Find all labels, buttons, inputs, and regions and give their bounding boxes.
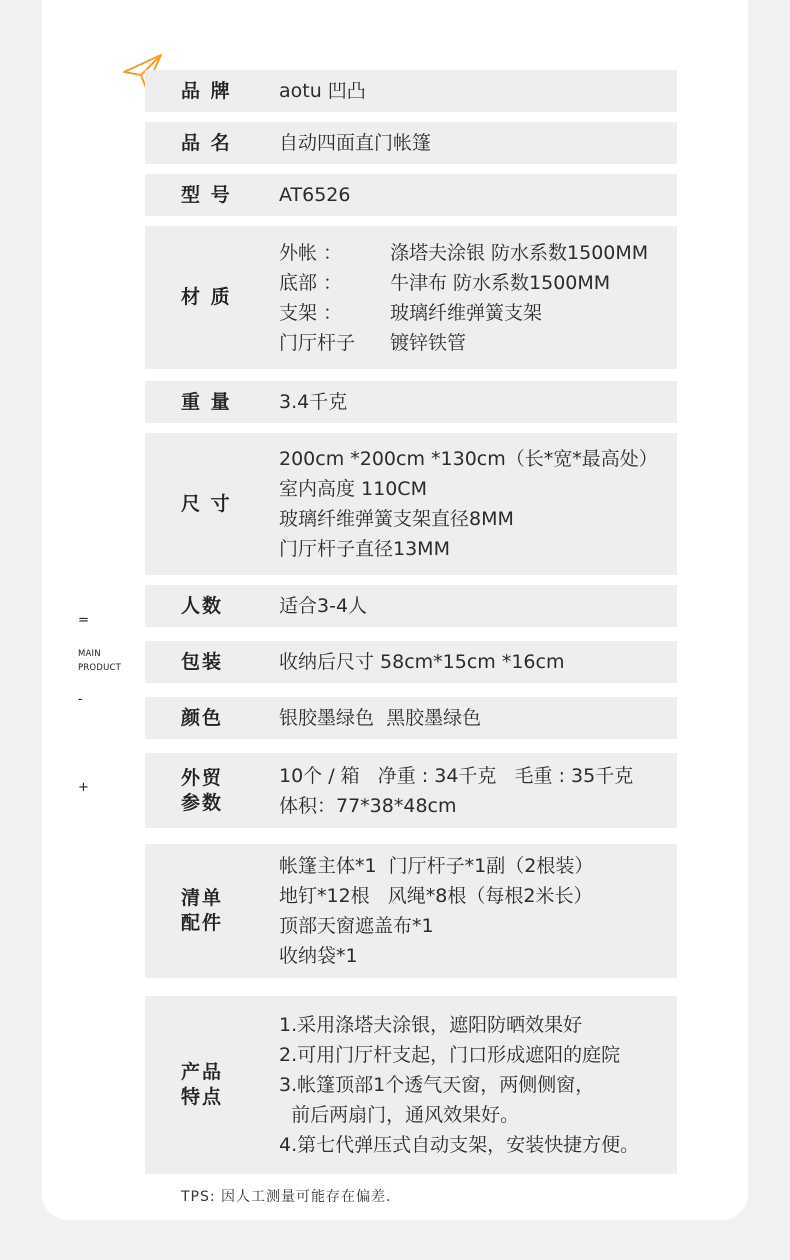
row-label: 型 号: [181, 183, 232, 206]
spec-row-material: [145, 226, 677, 369]
spec-row-brand: [145, 70, 677, 112]
spec-row-list: [145, 844, 677, 978]
side-equals: =: [78, 613, 89, 628]
row-value: 3.4千克: [279, 391, 348, 413]
spec-row-size: [145, 433, 677, 575]
spec-row-weight: [145, 381, 677, 423]
spec-row-package: [145, 641, 677, 683]
side-plus: +: [78, 780, 89, 795]
row-label: 品 名: [181, 131, 232, 154]
row-value: AT6526: [279, 184, 351, 206]
spec-row-model: [145, 174, 677, 216]
row-value: 银胶墨绿色 黑胶墨绿色: [279, 707, 482, 729]
row-value: 10个 / 箱 净重 : 34千克 毛重 : 35千克 体积：77*38*48cm: [279, 764, 634, 817]
row-label: 品 牌: [181, 79, 232, 102]
row-value: 收纳后尺寸 58cm*15cm *16cm: [279, 651, 565, 673]
row-value: 适合3-4人: [279, 595, 368, 617]
row-label: 人数: [181, 594, 224, 617]
row-label: 清单 配件: [181, 887, 224, 934]
spec-row-people: [145, 585, 677, 627]
row-value: 200cm *200cm *130cm（长*宽*最高处） 室内高度 110CM 玻璃纤维弹簧支架直径8MM 门厅杆子直径13MM: [279, 448, 658, 560]
row-label: 重 量: [181, 390, 232, 413]
spec-row-name: [145, 122, 677, 164]
row-label: 外贸 参数: [181, 766, 224, 814]
row-label: 材 质: [181, 286, 232, 308]
row-label: 尺 寸: [181, 492, 232, 515]
spec-row-color: [145, 697, 677, 739]
spec-row-trade: [145, 753, 677, 828]
row-value: 外帐 ： 涤塔夫涂银 防水系数1500MM 底部 ： 牛津布 防水系数1500MM 支架 ： 玻璃纤维弹簧支架 门厅杆子 镀锌铁管: [279, 241, 649, 354]
measurement-tips: TPS: 因人工测量可能存在偏差.: [181, 1189, 392, 1205]
row-label: 产品 特点: [181, 1061, 224, 1108]
side-minus: -: [78, 692, 83, 707]
row-value: 帐篷主体*1 门厅杆子*1副（2根装） 地钉*12根 风绳*8根（每根2米长） 顶部天窗遮盖布*1 收纳袋*1: [279, 855, 594, 967]
row-label: 包装: [181, 650, 224, 673]
row-value: aotu 凹凸: [279, 80, 366, 102]
side-main-product: MAIN PRODUCT: [78, 649, 122, 673]
row-label: 颜色: [181, 706, 224, 729]
row-value: 1.采用涤塔夫涂银，遮阳防晒效果好 2.可用门厅杆支起，门口形成遮阳的庭院 3.帐篷顶部1个透气天窗，两侧侧窗， 前后两扇门，通风效果好。 4.第七代弹压式自动支架，安装快捷方便。: [279, 1014, 640, 1156]
row-value: 自动四面直门帐篷: [279, 132, 432, 154]
spec-row-features: [145, 996, 677, 1174]
